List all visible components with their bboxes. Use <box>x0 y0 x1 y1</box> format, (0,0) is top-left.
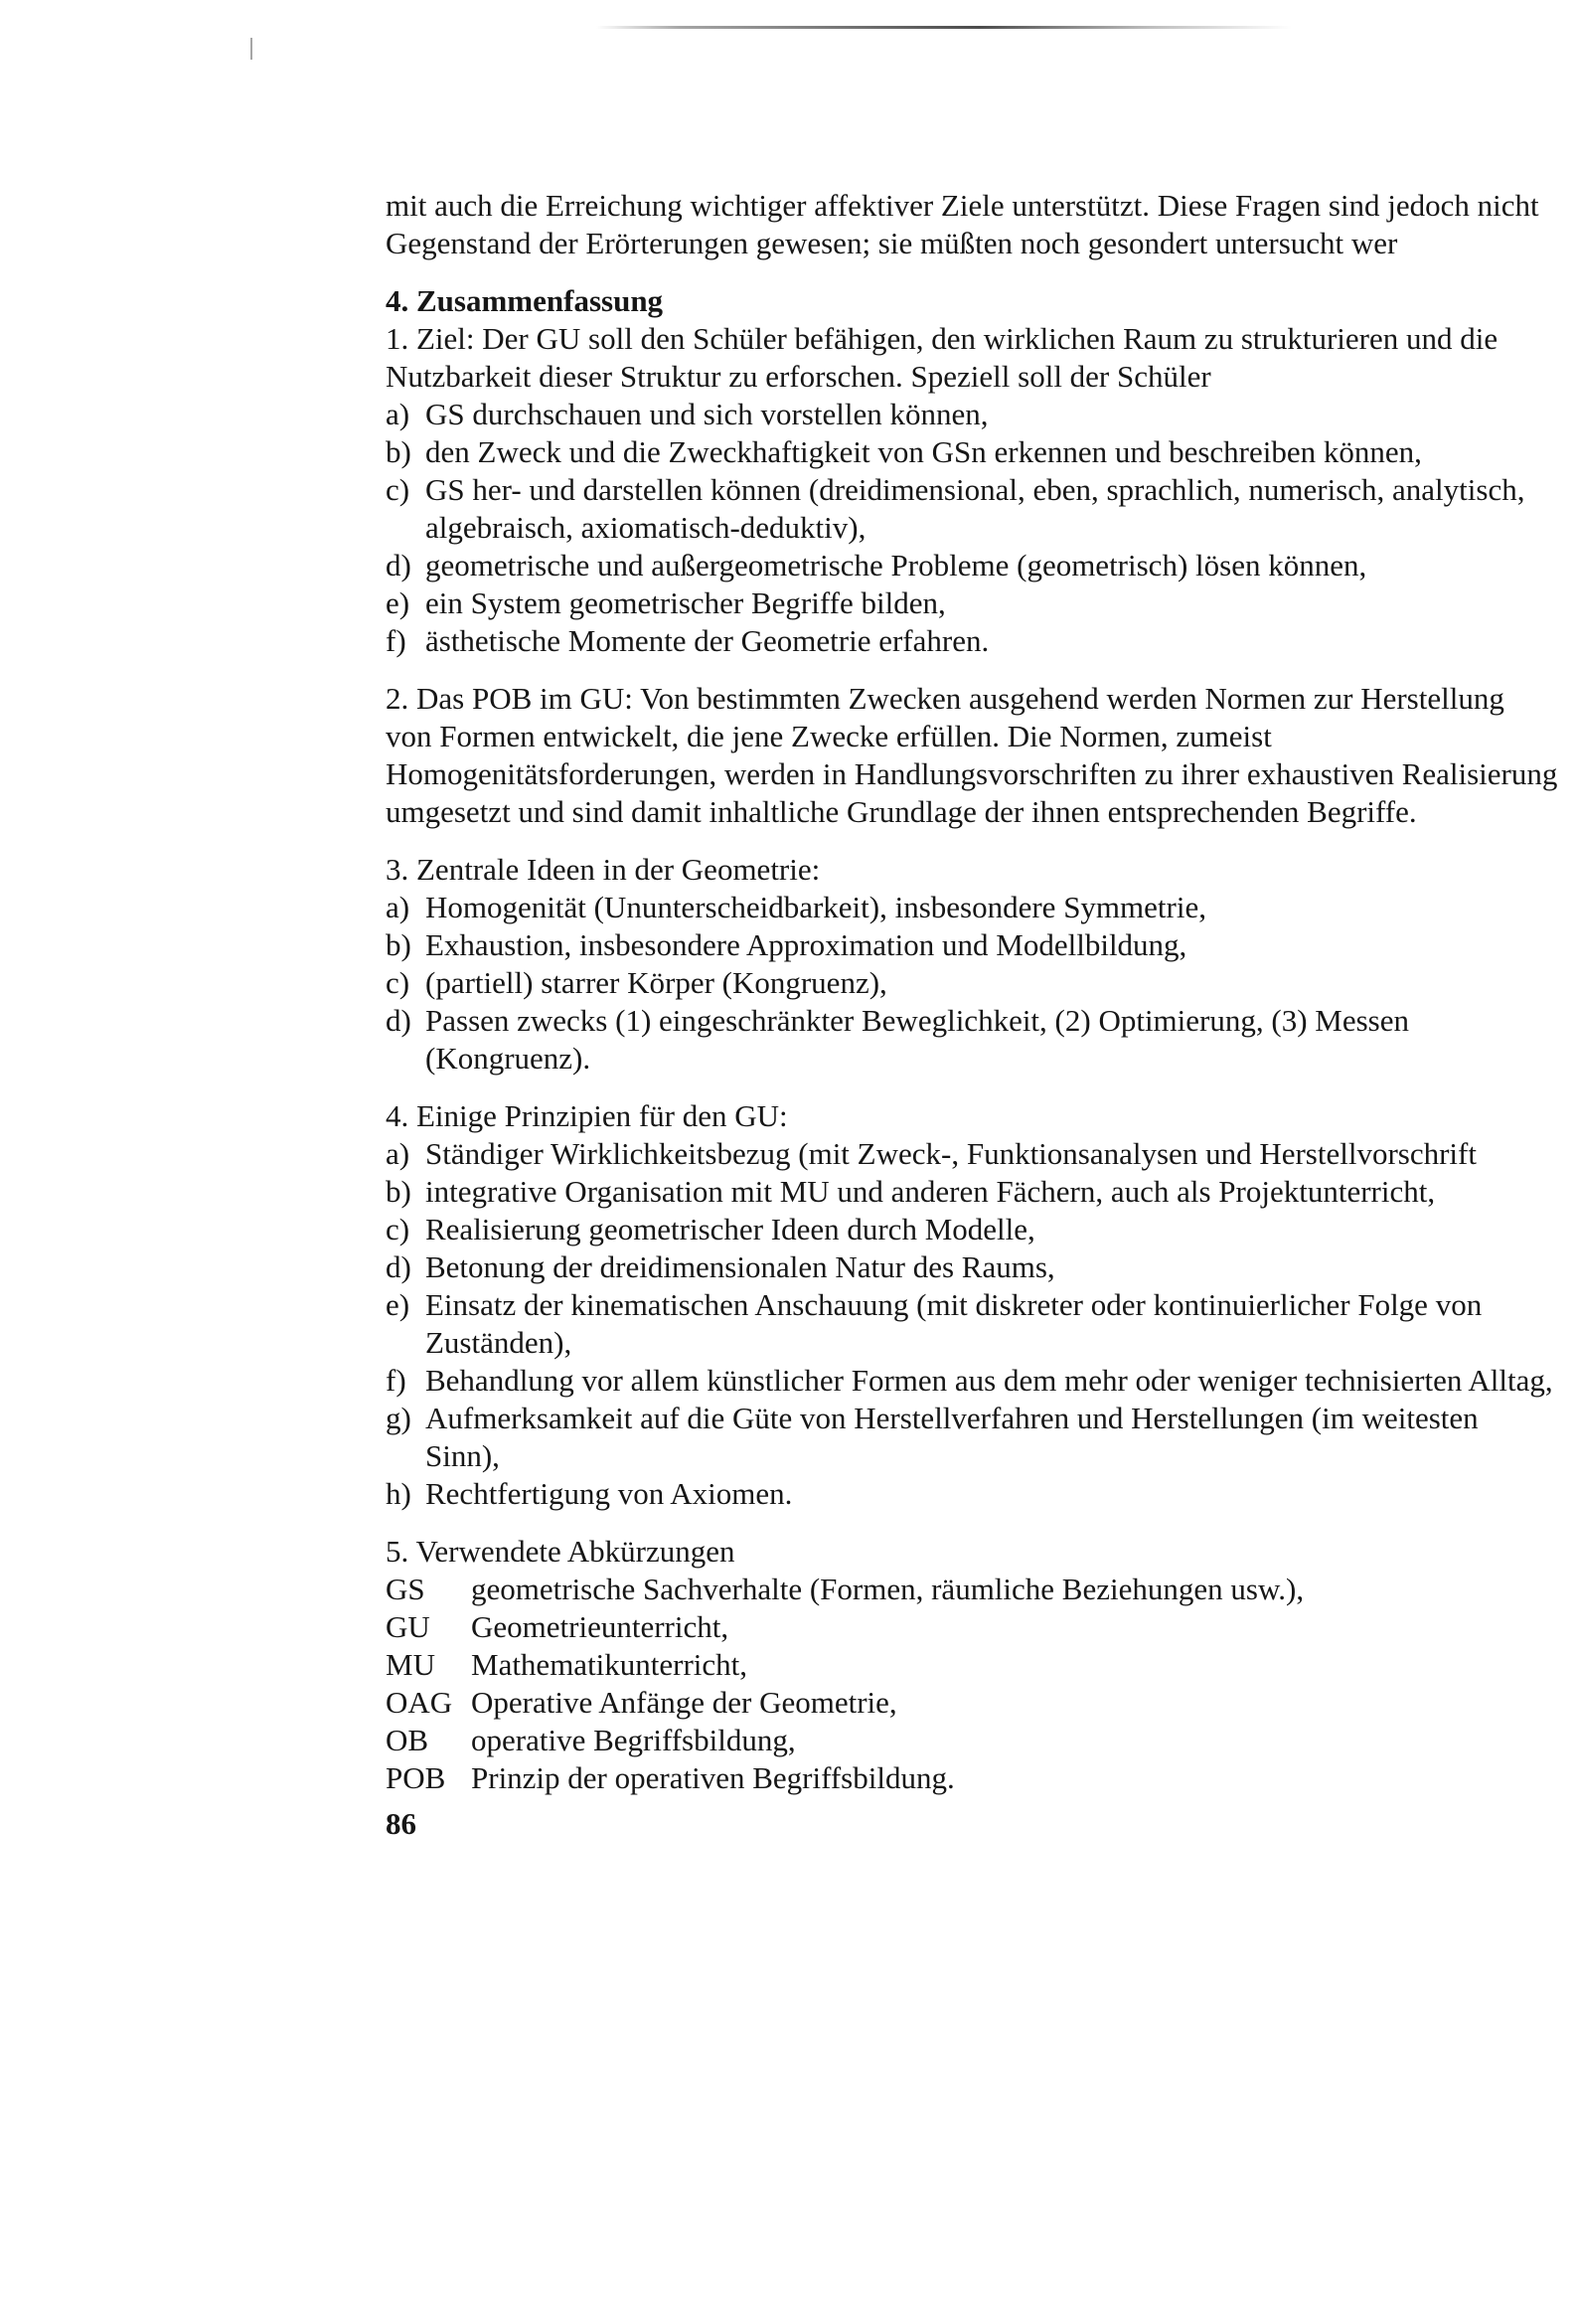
abbreviation-meaning: geometrische Sachverhalte (Formen, räumliche Beziehungen usw.), <box>471 1572 1305 1606</box>
item-label: f) <box>386 623 406 658</box>
list-item <box>386 1135 1558 1173</box>
item-label: b) <box>386 927 411 962</box>
abbreviation-row <box>386 1722 1558 1759</box>
abbreviation-row <box>386 1759 1558 1797</box>
item-text: den Zweck und die Zweckhaftigkeit von GSn erkennen und beschreiben können, <box>425 434 1422 469</box>
abbreviation: MU <box>386 1647 435 1682</box>
item-label: c) <box>386 1212 410 1246</box>
abbreviation: GS <box>386 1572 425 1606</box>
abbreviation-meaning: Geometrieunterricht, <box>471 1609 729 1644</box>
abbreviation-meaning: Prinzip der operativen Begriffsbildung. <box>471 1760 955 1795</box>
section-heading: 4. Zusammenfassung <box>386 283 664 318</box>
intro-paragraph: mit auch die Erreichung wichtiger affektiver Ziele unterstützt. Diese Fragen sind jedoch nicht Gegenstand der Erörterungen gewesen; sie müßten noch gesondert untersucht wer <box>386 188 1539 260</box>
item-text: (partiell) starrer Körper (Kongruenz), <box>425 965 887 1000</box>
item-label: a) <box>386 1136 410 1171</box>
list-item <box>386 584 1558 622</box>
list-item <box>386 547 1558 584</box>
item-text: Betonung der dreidimensionalen Natur des Raums, <box>425 1249 1055 1284</box>
list-item <box>386 1400 1558 1475</box>
item-text: geometrische und außergeometrische Probleme (geometrisch) lösen können, <box>425 548 1367 582</box>
goal-lead: 1. Ziel: Der GU soll den Schüler befähigen, den wirklichen Raum zu strukturieren und die Nutzbarkeit dieser Struktur zu erforschen. Speziell soll der Schüler <box>386 321 1498 394</box>
scan-artifact-mark <box>250 38 252 60</box>
item-text: integrative Organisation mit MU und anderen Fächern, auch als Projektunterricht, <box>425 1174 1436 1209</box>
item-text: Passen zwecks (1) eingeschränkter Beweglichkeit, (2) Optimierung, (3) Messen (Kongruenz). <box>425 1003 1409 1076</box>
item-text: Realisierung geometrischer Ideen durch Modelle, <box>425 1212 1035 1246</box>
item-text: Aufmerksamkeit auf die Güte von Herstellverfahren und Herstellungen (im weitesten Sinn), <box>425 1401 1479 1473</box>
list-item <box>386 1211 1558 1248</box>
principles-lead: 4. Einige Prinzipien für den GU: <box>386 1098 788 1133</box>
abbreviations-lead: 5. Verwendete Abkürzungen <box>386 1534 735 1569</box>
list-item <box>386 1002 1558 1078</box>
item-label: d) <box>386 1249 411 1284</box>
item-text: ästhetische Momente der Geometrie erfahren. <box>425 623 990 658</box>
abbreviations-list <box>386 1571 1558 1797</box>
list-item <box>386 964 1558 1002</box>
ideas-lead: 3. Zentrale Ideen in der Geometrie: <box>386 852 821 887</box>
abbreviation: POB <box>386 1760 446 1795</box>
scan-artifact-rule <box>596 26 1292 29</box>
ideas-list <box>386 889 1558 1078</box>
item-label: g) <box>386 1401 411 1435</box>
item-label: h) <box>386 1476 411 1511</box>
list-item <box>386 622 1558 660</box>
list-item <box>386 889 1558 926</box>
item-label: a) <box>386 890 410 924</box>
list-item <box>386 433 1558 471</box>
abbreviation: OB <box>386 1723 429 1757</box>
abbreviation-meaning: operative Begriffsbildung, <box>471 1723 796 1757</box>
item-text: GS her- und darstellen können (dreidimensional, eben, sprachlich, numerisch, analytisch, algebraisch, axiomatisch-deduktiv), <box>425 472 1525 545</box>
item-label: b) <box>386 1174 411 1209</box>
pob-paragraph: 2. Das POB im GU: Von bestimmten Zwecken ausgehend werden Normen zur Herstellung von Formen entwickelt, die jene Zwecke erfüllen. Die Normen, zumeist Homogenitätsforderungen, werden in Handlungsvorschriften zu ihrer exhaustiven Realisierung umgesetzt und sind damit inhaltliche Grundlage der ihnen entsprechenden Begriffe. <box>386 681 1558 829</box>
item-label: d) <box>386 1003 411 1038</box>
abbreviation-meaning: Operative Anfänge der Geometrie, <box>471 1685 897 1720</box>
abbreviation-meaning: Mathematikunterricht, <box>471 1647 748 1682</box>
document-page <box>386 187 1558 1843</box>
item-text: Exhaustion, insbesondere Approximation und Modellbildung, <box>425 927 1187 962</box>
list-item <box>386 1286 1558 1362</box>
item-label: b) <box>386 434 411 469</box>
abbreviation: GU <box>386 1609 430 1644</box>
list-item <box>386 396 1558 433</box>
abbreviation-row <box>386 1608 1558 1646</box>
item-text: Behandlung vor allem künstlicher Formen aus dem mehr oder weniger technisierten Alltag, <box>425 1363 1553 1398</box>
item-text: Homogenität (Ununterscheidbarkeit), insbesondere Symmetrie, <box>425 890 1206 924</box>
item-label: d) <box>386 548 411 582</box>
item-label: e) <box>386 585 410 620</box>
abbreviation-row <box>386 1646 1558 1684</box>
item-text: Einsatz der kinematischen Anschauung (mit diskreter oder kontinuierlicher Folge von Zuständen), <box>425 1287 1483 1360</box>
list-item <box>386 1362 1558 1400</box>
list-item <box>386 1248 1558 1286</box>
abbreviation: OAG <box>386 1685 453 1720</box>
item-label: c) <box>386 965 410 1000</box>
item-label: f) <box>386 1363 406 1398</box>
item-label: c) <box>386 472 410 507</box>
item-label: e) <box>386 1287 410 1322</box>
principles-list <box>386 1135 1558 1513</box>
abbreviation-row <box>386 1571 1558 1608</box>
list-item <box>386 1173 1558 1211</box>
abbreviation-row <box>386 1684 1558 1722</box>
list-item <box>386 471 1558 547</box>
item-text: Rechtfertigung von Axiomen. <box>425 1476 793 1511</box>
page-number: 86 <box>386 1806 416 1841</box>
goal-list <box>386 396 1558 660</box>
item-text: GS durchschauen und sich vorstellen können, <box>425 397 989 431</box>
list-item <box>386 926 1558 964</box>
item-text: Ständiger Wirklichkeitsbezug (mit Zweck-, Funktionsanalysen und Herstellvorschrift <box>425 1136 1477 1171</box>
item-text: ein System geometrischer Begriffe bilden, <box>425 585 946 620</box>
item-label: a) <box>386 397 410 431</box>
list-item <box>386 1475 1558 1513</box>
